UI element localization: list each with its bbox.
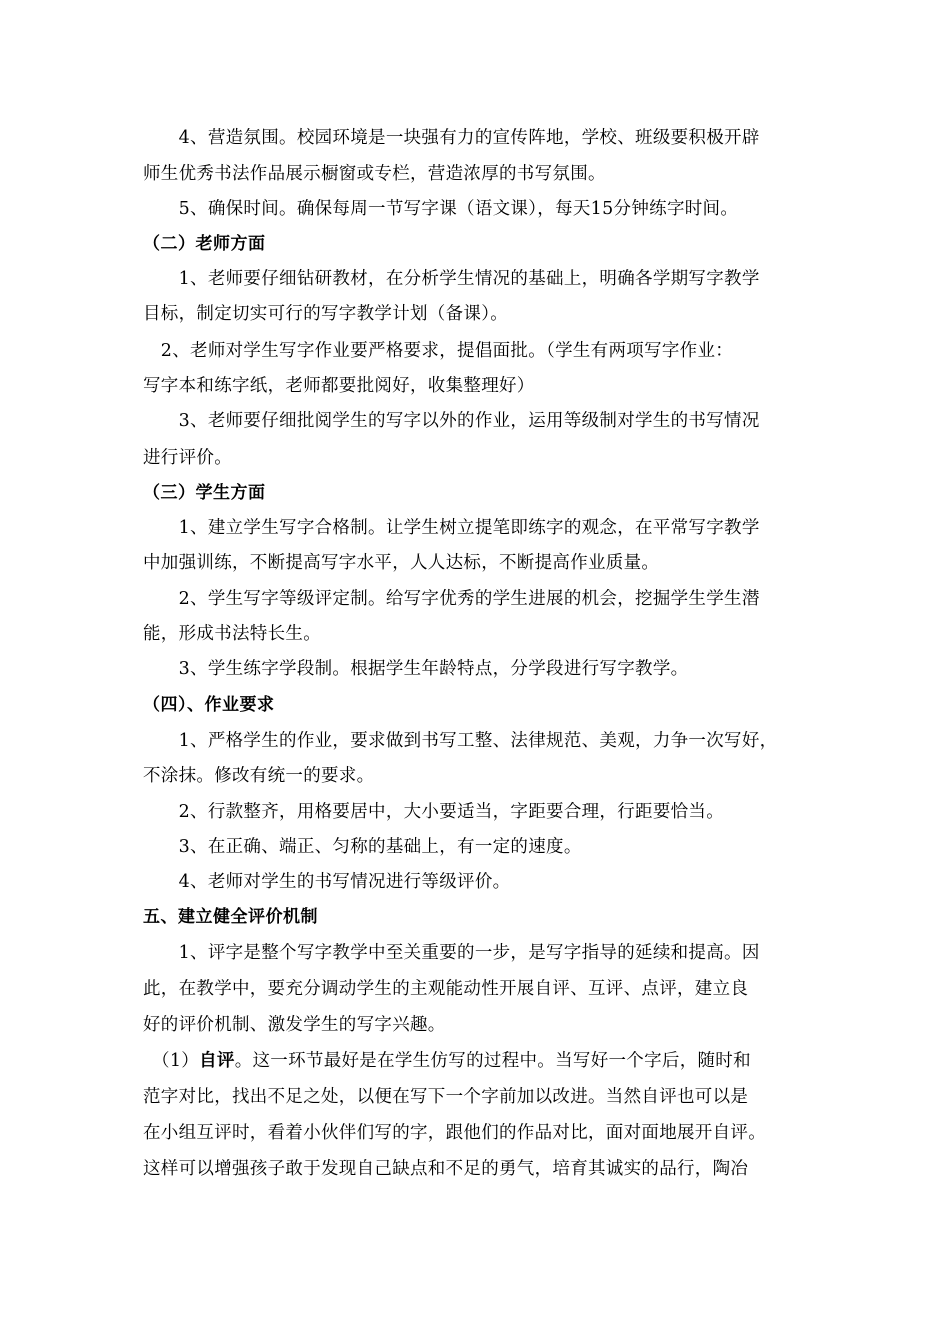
paragraph-line: 5、确保时间。确保每周一节写字课（语文课），每天15分钟练字时间。 <box>143 199 739 219</box>
section-heading: 五、建立健全评价机制 <box>143 907 318 927</box>
paragraph-line: 2、老师对学生写字作业要严格要求，提倡面批。（学生有两项写字作业： <box>143 341 734 361</box>
paragraph-line: 范字对比，找出不足之处，以便在写下一个字前加以改进。当然自评也可以是 <box>143 1087 749 1107</box>
paragraph-line: 1、建立学生写字合格制。让学生树立提笔即练字的观念，在平常写字教学 <box>143 518 760 538</box>
paragraph-line: 能，形成书法特长生。 <box>143 624 321 644</box>
paragraph-line: 4、营造氛围。校园环境是一块强有力的宣传阵地，学校、班级要积极开辟 <box>143 128 760 148</box>
section-heading: （三）学生方面 <box>143 483 266 503</box>
paragraph-line <box>143 1049 813 1073</box>
item-number: （1） <box>143 1051 200 1071</box>
paragraph-line: 1、评字是整个写字教学中至关重要的一步，是写字指导的延续和提高。因 <box>143 943 760 963</box>
paragraph-line: 1、老师要仔细钻研教材，在分析学生情况的基础上，明确各学期写字教学 <box>143 269 760 289</box>
paragraph-line: 目标，制定切实可行的写字教学计划（备课）。 <box>143 304 509 324</box>
paragraph-line: 3、在正确、端正、匀称的基础上，有一定的速度。 <box>143 837 582 857</box>
paragraph-line: 1、严格学生的作业，要求做到书写工整、法律规范、美观，力争一次写好， <box>143 731 778 751</box>
paragraph-line: 3、老师要仔细批阅学生的写字以外的作业，运用等级制对学生的书写情况 <box>143 411 760 431</box>
paragraph-line: 写字本和练字纸，老师都要批阅好，收集整理好） <box>143 376 535 396</box>
paragraph-line: 好的评价机制、激发学生的写字兴趣。 <box>143 1015 446 1035</box>
paragraph-line: 这样可以增强孩子敢于发现自己缺点和不足的勇气，培育其诚实的品行，陶冶 <box>143 1159 749 1179</box>
paragraph-line: 此，在教学中，要充分调动学生的主观能动性开展自评、互评、点评，建立良 <box>143 979 749 999</box>
paragraph-line: 中加强训练，不断提高写字水平，人人达标，不断提高作业质量。 <box>143 553 660 573</box>
paragraph-text: 。这一环节最好是在学生仿写的过程中。当写好一个字后，随时和 <box>234 1051 751 1071</box>
self-evaluation-term: 自评 <box>199 1051 235 1071</box>
paragraph-line: 3、学生练字学段制。根据学生年龄特点，分学段进行写字教学。 <box>143 659 689 679</box>
paragraph-line: 不涂抹。修改有统一的要求。 <box>143 766 375 786</box>
paragraph-line: 进行评价。 <box>143 448 232 468</box>
paragraph-line: 师生优秀书法作品展示橱窗或专栏，营造浓厚的书写氛围。 <box>143 164 606 184</box>
section-heading: （四）、作业要求 <box>143 695 275 715</box>
paragraph-line: 2、学生写字等级评定制。给写字优秀的学生进展的机会，挖掘学生学生潜 <box>143 589 760 609</box>
section-heading: （二）老师方面 <box>143 234 266 254</box>
paragraph-line: 4、老师对学生的书写情况进行等级评价。 <box>143 872 511 892</box>
paragraph-line: 2、行款整齐，用格要居中，大小要适当，字距要合理，行距要恰当。 <box>143 802 725 822</box>
paragraph-line: 在小组互评时，看着小伙伴们写的字，跟他们的作品对比，面对面地展开自评。 <box>143 1123 766 1143</box>
